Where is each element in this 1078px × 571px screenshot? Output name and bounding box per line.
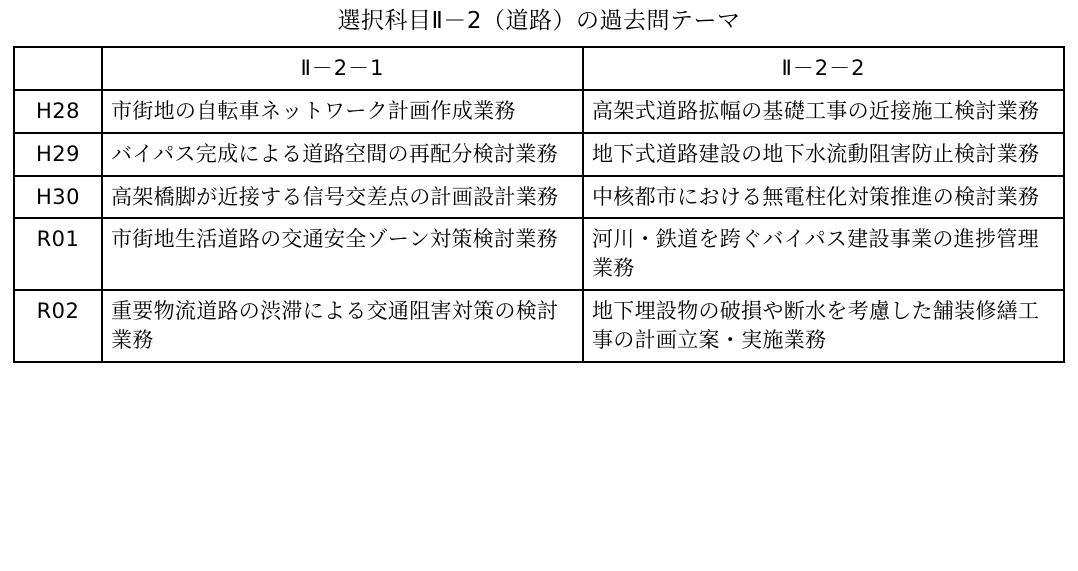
cell-q1: 市街地の自転車ネットワーク計画作成業務 bbox=[102, 90, 583, 133]
table-header bbox=[14, 47, 1064, 90]
table-row bbox=[14, 218, 1064, 290]
table-body bbox=[14, 90, 1064, 363]
cell-q2: 河川・鉄道を跨ぐバイパス建設事業の進捗管理業務 bbox=[583, 218, 1064, 290]
cell-year: H29 bbox=[14, 133, 102, 176]
page-title: 選択科目Ⅱ－2（道路）の過去問テーマ bbox=[337, 8, 741, 34]
column-header-q2: Ⅱ－2－2 bbox=[583, 47, 1064, 90]
cell-q1: 市街地生活道路の交通安全ゾーン対策検討業務 bbox=[102, 218, 583, 290]
table-row bbox=[14, 176, 1064, 219]
column-header-q1: Ⅱ－2－1 bbox=[102, 47, 583, 90]
cell-year: H30 bbox=[14, 176, 102, 219]
cell-year: H28 bbox=[14, 90, 102, 133]
cell-q2: 高架式道路拡幅の基礎工事の近接施工検討業務 bbox=[583, 90, 1064, 133]
cell-q2: 地下式道路建設の地下水流動阻害防止検討業務 bbox=[583, 133, 1064, 176]
cell-q1: 重要物流道路の渋滞による交通阻害対策の検討業務 bbox=[102, 290, 583, 362]
cell-year: R02 bbox=[14, 290, 102, 362]
cell-q2: 地下埋設物の破損や断水を考慮した舗装修繕工事の計画立案・実施業務 bbox=[583, 290, 1064, 362]
column-header-year bbox=[14, 47, 102, 90]
cell-q1: 高架橋脚が近接する信号交差点の計画設計業務 bbox=[102, 176, 583, 219]
table-row bbox=[14, 133, 1064, 176]
cell-year: R01 bbox=[14, 218, 102, 290]
table-row bbox=[14, 290, 1064, 362]
cell-q2: 中核都市における無電柱化対策推進の検討業務 bbox=[583, 176, 1064, 219]
table-header-row bbox=[14, 47, 1064, 90]
cell-q1: バイパス完成による道路空間の再配分検討業務 bbox=[102, 133, 583, 176]
past-exam-theme-table bbox=[13, 46, 1065, 364]
table-row bbox=[14, 90, 1064, 133]
